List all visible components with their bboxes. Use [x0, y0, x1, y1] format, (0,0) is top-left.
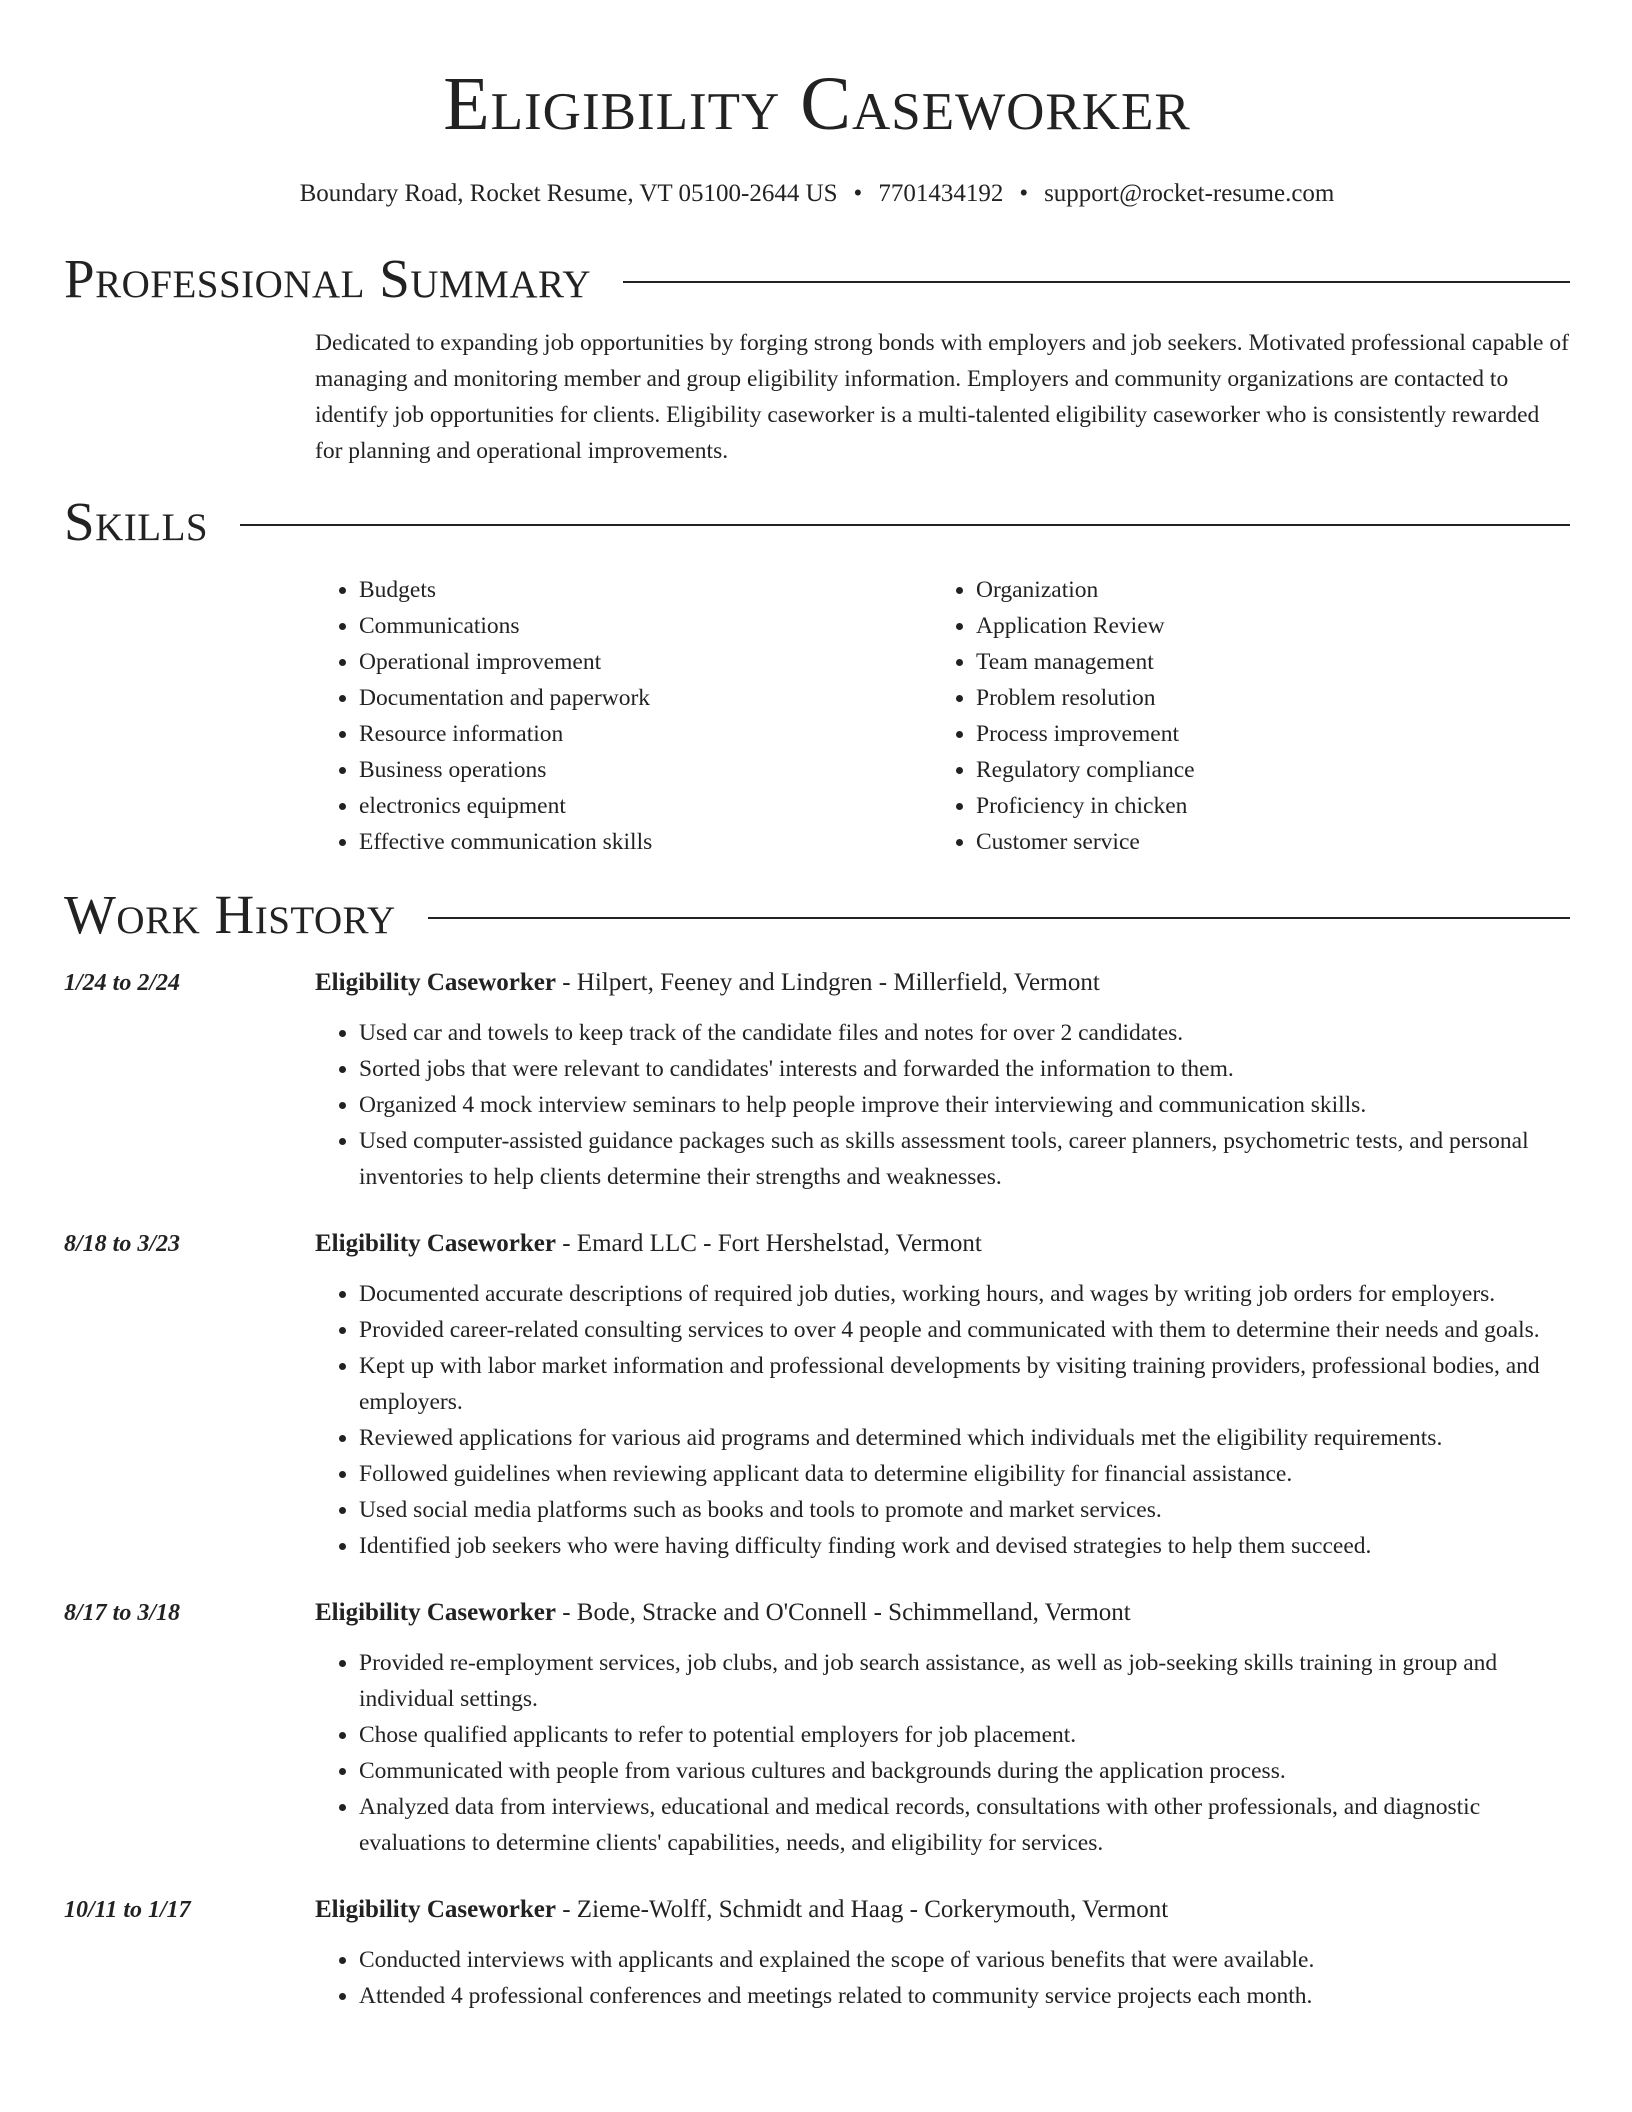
- job-detail: [315, 965, 1570, 1195]
- job-dates: 10/11 to 1/17: [64, 1897, 191, 1923]
- skills-list-right: [932, 572, 1476, 860]
- resume-page: [64, 0, 1570, 2014]
- job-detail: [315, 1595, 1570, 1861]
- job-bullets: [315, 1645, 1570, 1861]
- skill-item: • Business operations: [359, 752, 932, 788]
- job-bullet: • Used social media platforms such as books and tools to promote and market services.: [359, 1492, 1570, 1528]
- skill-item: • Proficiency in chicken: [976, 788, 1476, 824]
- skill-item: • Team management: [976, 644, 1476, 680]
- contact-address: Boundary Road, Rocket Resume, VT 05100-2644 US: [299, 180, 838, 207]
- job-title-line: [315, 1595, 1570, 1631]
- job-dates: 8/18 to 3/23: [64, 1231, 181, 1257]
- skill-item: • Customer service: [976, 824, 1476, 860]
- job-entry: [64, 965, 1570, 1195]
- job-detail: [315, 1226, 1570, 1564]
- job-bullets: [315, 1276, 1570, 1564]
- job-bullet: • Attended 4 professional conferences and meetings related to community service projects each month.: [359, 1978, 1570, 2014]
- job-bullet: • Communicated with people from various cultures and backgrounds during the application process.: [359, 1753, 1570, 1789]
- candidate-name: Eligibility Caseworker: [443, 62, 1191, 146]
- job-bullet: • Documented accurate descriptions of required job duties, working hours, and wages by writing job orders for employers.: [359, 1276, 1570, 1312]
- skills-list-left: [315, 572, 932, 860]
- skills-body: [315, 572, 1570, 860]
- job-bullet: • Identified job seekers who were having difficulty finding work and devised strategies to help them succeed.: [359, 1528, 1570, 1564]
- summary-text: Dedicated to expanding job opportunities by forging strong bonds with employers and job seekers. Motivated professional capable of managing and monitoring member and group eligibility information. Employers and community organizations are contacted to identify job opportunities for clients. Eligibility caseworker is a multi-talented eligibility caseworker who is consistently rewarded for planning and operational improvements.: [315, 330, 1569, 464]
- skill-item: • Operational improvement: [359, 644, 932, 680]
- job-dates: 1/24 to 2/24: [64, 970, 181, 996]
- skill-item: • Resource information: [359, 716, 932, 752]
- job-employer: - Bode, Stracke and O'Connell - Schimmelland, Vermont: [555, 1599, 1131, 1626]
- skill-item: • electronics equipment: [359, 788, 932, 824]
- contact-phone: 7701434192: [878, 180, 1004, 207]
- skill-item: • Problem resolution: [976, 680, 1476, 716]
- job-employer: - Zieme-Wolff, Schmidt and Haag - Corkerymouth, Vermont: [555, 1896, 1169, 1923]
- job-title: Eligibility Caseworker: [315, 1896, 556, 1923]
- section-divider: [428, 917, 1570, 919]
- job-bullets: [315, 1942, 1570, 2014]
- contact-separator: •: [1019, 180, 1029, 207]
- job-bullet: • Provided career-related consulting services to over 4 people and communicated with them to determine their needs and goals.: [359, 1312, 1570, 1348]
- job-bullet: • Conducted interviews with applicants and explained the scope of various benefits that were available.: [359, 1942, 1570, 1978]
- skill-item: • Application Review: [976, 608, 1476, 644]
- job-entry: [64, 1595, 1570, 1861]
- contact-line: [64, 178, 1570, 210]
- job-bullet: • Followed guidelines when reviewing applicant data to determine eligibility for financial assistance.: [359, 1456, 1570, 1492]
- job-bullet: • Provided re-employment services, job clubs, and job search assistance, as well as job-seeking skills training in group and individual settings.: [359, 1645, 1570, 1717]
- job-title: Eligibility Caseworker: [315, 1230, 556, 1257]
- job-employer: - Emard LLC - Fort Hershelstad, Vermont: [555, 1230, 982, 1257]
- job-bullet: • Analyzed data from interviews, educational and medical records, consultations with other professionals, and diagnostic evaluations to determine clients' capabilities, needs, and eligibility for services.: [359, 1789, 1570, 1861]
- section-divider: [240, 524, 1570, 526]
- skill-item: • Process improvement: [976, 716, 1476, 752]
- skills-heading: Skills: [64, 491, 209, 552]
- job-bullet: • Chose qualified applicants to refer to potential employers for job placement.: [359, 1717, 1570, 1753]
- job-title-line: [315, 965, 1570, 1001]
- job-bullet: • Organized 4 mock interview seminars to help people improve their interviewing and communication skills.: [359, 1087, 1570, 1123]
- section-divider: [623, 281, 1570, 283]
- job-entry: [64, 1892, 1570, 2014]
- work-section-header: [64, 882, 1570, 948]
- skills-section-header: [64, 489, 1570, 555]
- job-bullet: • Sorted jobs that were relevant to candidates' interests and forwarded the information to them.: [359, 1051, 1570, 1087]
- contact-email: support@rocket-resume.com: [1044, 180, 1335, 207]
- job-bullet: • Used computer-assisted guidance packages such as skills assessment tools, career planners, psychometric tests, and personal inventories to help clients determine their strengths and weaknesses.: [359, 1123, 1570, 1195]
- job-employer: - Hilpert, Feeney and Lindgren - Millerfield, Vermont: [555, 969, 1100, 996]
- skill-item: • Budgets: [359, 572, 932, 608]
- skill-item: • Communications: [359, 608, 932, 644]
- skill-item: • Regulatory compliance: [976, 752, 1476, 788]
- summary-section-header: [64, 246, 1570, 312]
- contact-separator: •: [853, 180, 863, 207]
- summary-body: [315, 325, 1570, 469]
- job-title-line: [315, 1226, 1570, 1262]
- job-detail: [315, 1892, 1570, 2014]
- job-bullet: • Used car and towels to keep track of the candidate files and notes for over 2 candidates.: [359, 1015, 1570, 1051]
- skill-item: • Effective communication skills: [359, 824, 932, 860]
- skill-item: • Documentation and paperwork: [359, 680, 932, 716]
- job-bullets: [315, 1015, 1570, 1195]
- job-dates: 8/17 to 3/18: [64, 1600, 181, 1626]
- job-title: Eligibility Caseworker: [315, 1599, 556, 1626]
- job-bullet: • Reviewed applications for various aid programs and determined which individuals met the eligibility requirements.: [359, 1420, 1570, 1456]
- job-entry: [64, 1226, 1570, 1564]
- job-title-line: [315, 1892, 1570, 1928]
- job-title: Eligibility Caseworker: [315, 969, 556, 996]
- skill-item: • Organization: [976, 572, 1476, 608]
- summary-heading: Professional Summary: [64, 248, 592, 309]
- job-bullet: • Kept up with labor market information and professional developments by visiting training providers, professional bodies, and employers.: [359, 1348, 1570, 1420]
- work-heading: Work History: [64, 884, 396, 945]
